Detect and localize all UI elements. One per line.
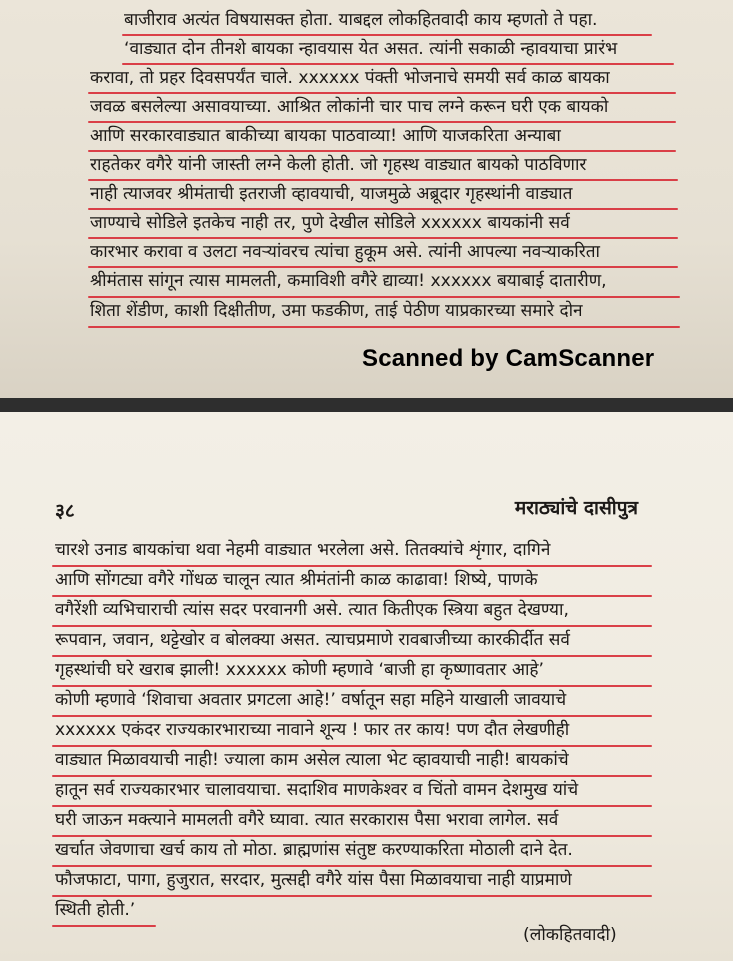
red-underline: [88, 208, 678, 210]
text-line: ‘वाड्यात दोन तीनशे बायका न्हावयास येत असत. त्यांनी सकाळी न्हावयाचा प्रारंभ: [124, 39, 618, 59]
text-line: वाड्यात मिळावयाची नाही! ज्याला काम असेल त्याला भेट व्हावयाची नाही! बायकांचे: [55, 750, 569, 770]
red-underline: [52, 865, 652, 867]
text-line: xxxxxx एकंदर राज्यकारभाराच्या नावाने शून्य ! फार तर काय! पण दौत लेखणीही: [55, 720, 570, 740]
source-attribution: (लोकहितवादी): [523, 925, 617, 945]
text-line: आणि सोंगट्या वगैरे गोंधळ चालून त्यात श्रीमंतांनी काळ काढावा! शिष्ये, पाणके: [55, 570, 538, 590]
red-underline: [52, 775, 652, 777]
red-underline: [52, 625, 652, 627]
running-title: मराठ्यांचे दासीपुत्र: [514, 497, 638, 519]
text-line: कारभार करावा व उलटा नवऱ्यांवरच त्यांचा हुकूम असे. त्यांनी आपल्या नवऱ्याकरिता: [90, 242, 600, 262]
text-line: श्रीमंतास सांगून त्यास मामलती, कमाविशी वगैरे द्याव्या! xxxxxx बयाबाई दातारीण,: [90, 271, 607, 291]
text-line: फौजफाटा, पागा, हुजुरात, सरदार, मुत्सद्दी वगैरे यांस पैसा मिळावयाचा नाही याप्रमाणे: [55, 870, 572, 890]
red-underline: [88, 92, 676, 94]
text-line: हातून सर्व राज्यकारभार चालावयाचा. सदाशिव माणकेश्वर व चिंतो वामन देशमुख यांचे: [55, 780, 579, 800]
red-underline: [52, 595, 652, 597]
text-line: रूपवान, जवान, थट्टेखोर व बोलक्या असत. त्याचप्रमाणे रावबाजीच्या कारकीर्दीत सर्व: [55, 630, 570, 650]
red-underline: [88, 326, 680, 328]
red-underline: [88, 266, 678, 268]
red-underline: [122, 63, 674, 65]
text-line: घरी जाऊन मक्त्याने मामलती वगैरे घ्यावा. त्यात सरकारास पैसा भरावा लागेल. सर्व: [55, 810, 559, 830]
red-underline: [52, 565, 652, 567]
text-line: गृहस्थांची घरे खराब झाली! xxxxxx कोणी म्हणावे ‘बाजी हा कृष्णावतार आहे’: [55, 660, 544, 680]
text-line: आणि सरकारवाड्यात बाकीच्या बायका पाठवाव्या! आणि याजकरिता अन्याबा: [90, 126, 561, 146]
red-underline: [52, 715, 652, 717]
text-line: बाजीराव अत्यंत विषयासक्त होता. याबद्दल लोकहितवादी काय म्हणतो ते पहा.: [124, 10, 598, 30]
text-line: खर्चात जेवणाचा खर्च काय तो मोठा. ब्राह्मणांस संतुष्ट करण्याकरिता मोठाली दाने देत.: [55, 840, 573, 860]
red-underline: [52, 745, 652, 747]
red-underline: [88, 121, 676, 123]
bottom-page-scan: [0, 412, 733, 961]
red-underline: [52, 835, 652, 837]
red-underline: [52, 655, 652, 657]
text-line: चारशे उनाड बायकांचा थवा नेहमी वाड्यात भरलेला असे. तितक्यांचे शृंगार, दागिने: [55, 540, 551, 560]
text-line: जाण्याचे सोडिले इतकेच नाही तर, पुणे देखील सोडिले xxxxxx बायकांनी सर्व: [90, 213, 570, 233]
red-underline: [88, 150, 676, 152]
red-underline: [52, 805, 652, 807]
red-underline: [88, 296, 680, 298]
red-underline: [88, 179, 678, 181]
red-underline: [52, 895, 652, 897]
top-page-scan: [0, 0, 733, 398]
red-underline: [52, 925, 156, 927]
text-line: स्थिती होती.’: [55, 900, 136, 920]
red-underline: [88, 237, 678, 239]
page-number: ३८: [55, 500, 75, 522]
text-line: जवळ बसलेल्या असावयाच्या. आश्रित लोकांनी चार पाच लग्ने करून घरी एक बायको: [90, 97, 609, 117]
text-line: कोणी म्हणावे ‘शिवाचा अवतार प्रगटला आहे!’ वर्षातून सहा महिने याखाली जावयाचे: [55, 690, 567, 710]
camscanner-watermark: Scanned by CamScanner: [362, 345, 655, 372]
text-line: राहतेकर वगैरे यांनी जास्ती लग्ने केली होती. जो गृहस्थ वाड्यात बायको पाठविणार: [90, 155, 587, 175]
text-line: शिता शेंडीण, काशी दिक्षीतीण, उमा फडकीण, ताई पेठीण याप्रकारच्या समारे दोन: [90, 301, 583, 321]
text-line: नाही त्याजवर श्रीमंताची इतराजी व्हावयाची, याजमुळे अब्रूदार गृहस्थांनी वाड्यात: [90, 184, 573, 204]
red-underline: [52, 685, 652, 687]
text-line: वगैरेंशी व्यभिचाराची त्यांस सदर परवानगी असे. त्यात कितीएक स्त्रिया बहुत देखण्या,: [55, 600, 569, 620]
text-line: करावा, तो प्रहर दिवसपर्यंत चाले. xxxxxx पंक्ती भोजनाचे समयी सर्व काळ बायका: [90, 68, 610, 88]
red-underline: [122, 34, 652, 36]
